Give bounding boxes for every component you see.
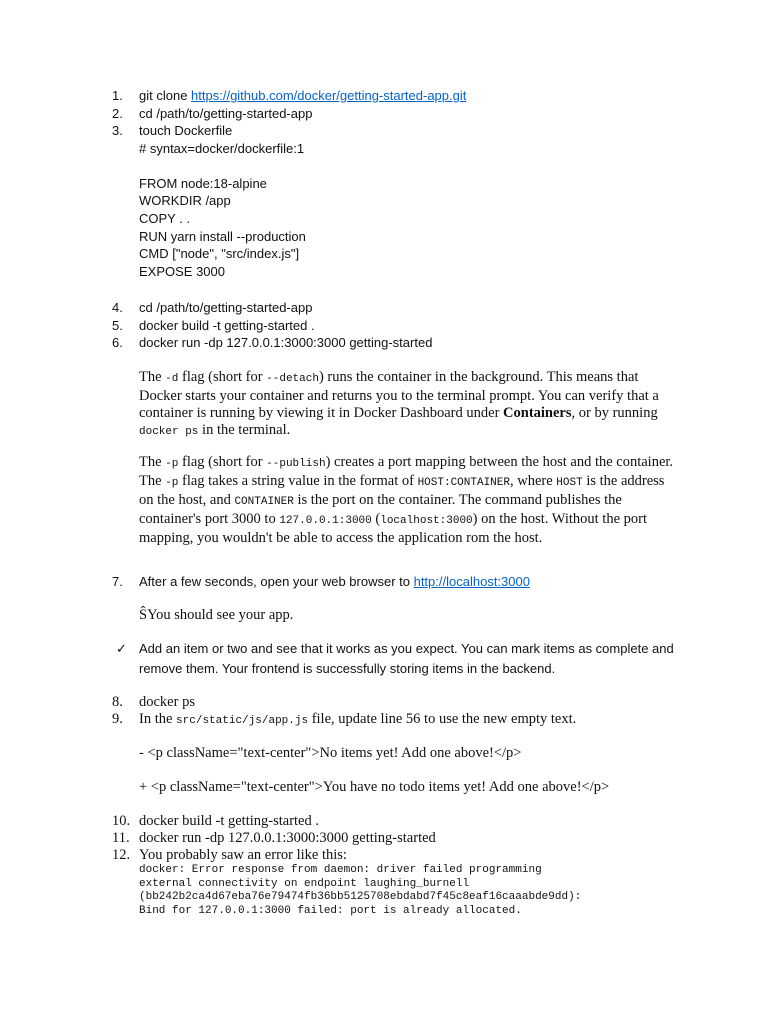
text: is the address on the host, and (139, 473, 665, 508)
step-number: 4. (112, 300, 123, 315)
error-line: external connectivity on endpoint laughing_burnell (139, 877, 470, 890)
text: , where (509, 473, 557, 489)
inline-code: --publish (266, 458, 326, 470)
inline-code: src/static/js/app.js (176, 715, 309, 727)
step-text: You probably saw an error like this: (139, 847, 347, 863)
error-line: docker: Error response from daemon: driver failed programming (139, 864, 542, 876)
text: flag (short for (178, 454, 267, 470)
inline-code: docker ps (139, 426, 199, 438)
step-text (139, 574, 530, 589)
dockerfile-line: # syntax=docker/dockerfile:1 (139, 141, 305, 156)
step-prefix: git clone (139, 88, 192, 103)
text: , or by running (571, 405, 658, 421)
error-line: Bind for 127.0.0.1:3000 failed: port is already allocated. (139, 905, 522, 918)
diff-plus-text: + <p className="text-center">You have no todo items yet! Add one above!</p> (139, 779, 610, 795)
step-number: 12. (112, 847, 131, 863)
step-number: 9. (112, 711, 123, 727)
repo-link[interactable]: https://github.com/docker/getting-started-app.git (191, 88, 467, 103)
inline-code: 127.0.0.1:3000 (279, 515, 372, 527)
step-text: docker run -dp 127.0.0.1:3000:3000 getting-started (139, 335, 433, 350)
step-text: cd /path/to/getting-started-app (139, 106, 313, 121)
text: is the port on the container. The command publishes the container's port 3000 to (139, 492, 622, 527)
text: file, update line 56 to use the new empty text. (308, 711, 577, 727)
dockerfile-line: EXPOSE 3000 (139, 264, 225, 279)
inline-code: --detach (266, 373, 319, 385)
step-number: 3. (112, 123, 123, 138)
inline-code: -p (165, 458, 179, 470)
text: flag (short for (178, 369, 267, 385)
step-number: 7. (112, 574, 123, 589)
localhost-link[interactable]: http://localhost:3000 (413, 574, 530, 589)
inline-code: HOST (556, 477, 583, 489)
inline-code: -p (165, 477, 179, 489)
step-text: docker build -t getting-started . (139, 318, 315, 333)
checkmark-icon: ✓ (116, 641, 127, 656)
publish-flag-paragraph (139, 454, 679, 547)
inline-code: HOST:CONTAINER (417, 477, 510, 489)
text: The (139, 369, 166, 385)
inline-code: -d (165, 373, 179, 385)
diff-minus-text: - <p className="text-center">No items yet! Add one above!</p> (139, 745, 522, 761)
bold-text: Containers (503, 405, 572, 421)
check-line-2: remove them. Your frontend is successfully storing items in the backend. (139, 661, 556, 676)
step-number: 2. (112, 106, 123, 121)
step-text: docker build -t getting-started . (139, 813, 319, 829)
step-prefix: After a few seconds, open your web browser to (139, 574, 414, 589)
dockerfile-line: COPY . . (139, 211, 191, 226)
check-line-1: Add an item or two and see that it works as you expect. You can mark items as complete and (139, 641, 674, 656)
step-text: cd /path/to/getting-started-app (139, 300, 313, 315)
dockerfile-line: FROM node:18-alpine (139, 176, 267, 191)
step-text: docker run -dp 127.0.0.1:3000:3000 getting-started (139, 830, 436, 846)
text: In the (139, 711, 177, 727)
detach-flag-paragraph (139, 369, 679, 441)
step-number: 5. (112, 318, 123, 333)
dockerfile-line: WORKDIR /app (139, 193, 231, 208)
error-line: (bb242b2ca4d67eba76e79474fb36bb5125708ebdabd7f45c8eaf16caaabde9dd): (139, 891, 582, 904)
text: ) on the host. Without the port mapping, you wouldn't be able to access the application rom the host. (139, 511, 647, 546)
step-number: 11. (112, 830, 130, 846)
inline-code: localhost:3000 (380, 515, 473, 527)
inline-code: CONTAINER (234, 496, 294, 508)
text: The (139, 454, 166, 470)
error-output (139, 864, 581, 919)
step-number: 6. (112, 335, 123, 350)
step-number: 10. (112, 813, 131, 829)
step-text: touch Dockerfile (139, 123, 233, 138)
text: in the terminal. (198, 422, 291, 438)
step-text: docker ps (139, 694, 195, 710)
text: ) creates a port mapping between the host and the container. The (139, 454, 674, 489)
text: ) runs the container in the background. This means that Docker starts your container and returns you to the terminal prompt. You can verify that a container is running by viewing it in Docker Dashboard under (139, 369, 659, 421)
step-number: 1. (112, 88, 123, 103)
text: ( (371, 511, 381, 527)
see-app-text: ŜYou should see your app. (139, 607, 294, 623)
step-text (139, 711, 576, 728)
step-text (139, 88, 466, 103)
text: flag takes a string value in the format of (178, 473, 418, 489)
step-number: 8. (112, 694, 123, 710)
dockerfile-line: RUN yarn install --production (139, 229, 306, 244)
dockerfile-line: CMD ["node", "src/index.js"] (139, 246, 300, 261)
